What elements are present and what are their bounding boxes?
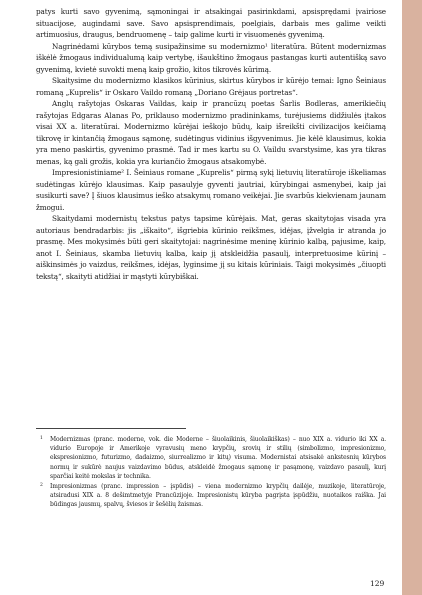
page-body xyxy=(36,6,386,282)
paragraph-2: Nagrinėdami kūrybos temą susipažinsime su modernizmo¹ literatūra. Būtent modernizmas iškėlė žmogaus individualumą kaip vertybę, išaukštino žmogaus pastangas kurti autentišką savo gyvenimą, kvietė suvokti meną kaip grožio, kitos tikrovės kūrimą. xyxy=(36,41,386,74)
footnote-2-mark: 2 xyxy=(40,483,43,489)
paragraph-4: Anglų rašytojas Oskaras Vaildas, kaip ir prancūzų poetas Šarlis Bodleras, amerikiečių rašytojas Edgaras Alanas Po, priklauso modernizmo pradininkams, turėjusiems didžiulės įtakos visai XX a. literatūrai. Modernizmo kūrėjai ieškojo būdų, kaip išreikšti civilizacijos keičiamą tikrovę ir kintančią žmogaus sąmonę, sudėtingus vidinius išgyvenimus. Jie kėlė klausimus, kokia yra meno paskirtis, gyvenimo prasmė. Tad ir mes kartu su O. Vaildu svarstysime, kas yra tikras menas, ką gali grožis, kokia yra kuriančio žmogaus atsakomybė. xyxy=(36,99,386,166)
footnote-1-text: Modernizmas (pranc. moderne, vok. die Moderne – šiuolaikinis, šiuolaikiškas) – nuo XIX a. vidurio iki XX a. vidurio Europoje ir Amerikoje vyravusių meno krypčių, srovių ir stilių (simbolizmo, impresionizmo, ekspresionizmo, futurizmo, dadaizmo, siurrealizmo ir kitų) visuma. Modernistai atsisakė ankstesnių kūrybos normų ir sukūrė naujus vaizdavimo būdus, atskleidė žmogaus sąmonę ir pasąmonę, vaizdavo pasaulį, kurį sparčiai keitė mokslas ir technika. xyxy=(50,436,386,480)
paragraph-6: Skaitydami modernistų tekstus patys tapsime kūrėjais. Mat, geras skaitytojas visada yra autoriaus bendradarbis: jis „iškaito“, išgriebia kūrinio reikšmes, idėjas, įžvelgia ir atranda jo prasmę. Mes mokysimės būti geri skaitytojai: nagrinėsime meninę kūrinio kalbą, pajusime, kaip, anot I. Šeiniaus, skamba lietuvių kalba, kaip jį atskleidžia pasaulį, interpretuosime kūrinį – aiškinsimės jo vaizdus, reikšmes, idėjas, lyginsime jį su kitais kūriniais. Taigi mokysimės „čiuopti tekstą“, skaityti atidžiai ir mąstyti kūrybiškai. xyxy=(36,214,386,281)
page-number: 129 xyxy=(370,579,385,588)
footnote-2-text: Impresionizmas (pranc. impression – įspūdis) – viena modernizmo krypčių dailėje, muzikoje, literatūroje, atsiradusi XIX a. 8 dešimtmetyje Prancūzijoje. Impresionistų kūryba pagrįsta įspūdžiu, nuotaikos raiška. Jai būdingas jausmų, spalvų, šviesos ir šešėlių žaismas. xyxy=(50,483,386,509)
paragraph-5: Impresionistiniame² I. Šeiniaus romane „Kuprelis“ pirmą sykį lietuvių literatūroje iškeliamas sudėtingas kūrėjo klausimas. Kaip pasaulyje gyventi jautriai, kūrybingai asmenybei, kaip jai susikurti save? Į šiuos klausimus ieško atsakymų romano veikėjai. Jie svarbūs kiekvienam jaunam žmogui. xyxy=(36,168,386,212)
paragraph-3: Skaitysime du modernizmo klasikos kūrinius, skirtus kūrybos ir kūrėjo temai: Igno Šeiniaus romaną „Kuprelis“ ir Oskaro Vaildo romaną „Doriano Grėjaus portretas“. xyxy=(36,76,386,97)
footnote-1-mark: 1 xyxy=(40,436,43,441)
footnote-1 xyxy=(36,435,386,481)
footnotes xyxy=(36,428,386,511)
footnote-rule xyxy=(36,428,186,429)
side-color-tab xyxy=(402,0,422,595)
paragraph-1: patys kurti savo gyvenimą, sąmoningai ir atsakingai pasirinkdami, apsisprędami įvairiose situacijose, augindami save. Savo apsisprendimais, poelgiais, darbais mes galime veikti artimuosius, draugus, bendruomenę – taip galime kurti ir visuomenės gyvenimą. xyxy=(36,7,386,39)
footnote-2 xyxy=(36,482,386,510)
